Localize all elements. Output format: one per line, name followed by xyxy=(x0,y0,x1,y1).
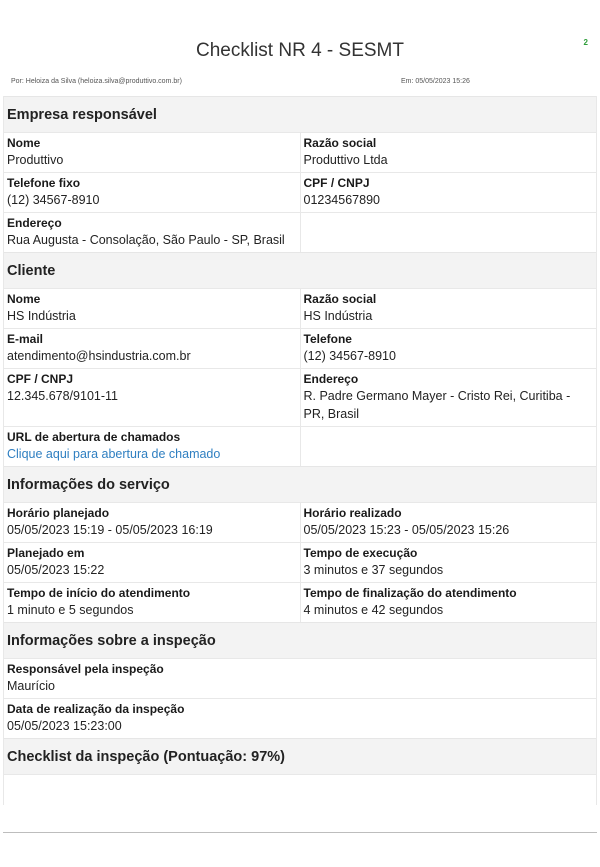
field-data-inspecao xyxy=(4,699,596,738)
field-value: 05/05/2023 15:19 - 05/05/2023 16:19 xyxy=(7,523,213,537)
field-label: Responsável pela inspeção xyxy=(7,662,164,676)
field-label: Tempo de início do atendimento xyxy=(7,586,191,600)
checklist-body xyxy=(4,774,596,805)
field-horario-planejado xyxy=(4,503,300,542)
field-value: (12) 34567-8910 xyxy=(303,349,396,363)
page-number: 2 xyxy=(583,38,588,47)
section-empresa xyxy=(3,96,597,252)
field-planejado-em xyxy=(4,543,300,582)
field-label: Tempo de execução xyxy=(303,546,418,560)
field-tempo-finalizacao xyxy=(300,583,597,622)
section-heading-checklist: Checklist da inspeção (Pontuação: 97%) xyxy=(4,738,596,774)
field-label: E-mail xyxy=(7,332,44,346)
field-value: (12) 34567-8910 xyxy=(7,193,100,207)
field-cliente-endereco xyxy=(300,369,597,426)
field-cliente-cpf xyxy=(4,369,300,426)
field-cliente-nome xyxy=(4,289,300,328)
empty-cell xyxy=(300,213,597,252)
section-heading-inspecao: Informações sobre a inspeção xyxy=(4,622,596,658)
field-value: R. Padre Germano Mayer - Cristo Rei, Curitiba - PR, Brasil xyxy=(303,389,571,421)
section-heading-cliente: Cliente xyxy=(4,252,596,288)
field-label: Tempo de finalização do atendimento xyxy=(303,586,517,600)
ticket-url-link[interactable]: Clique aqui para abertura de chamado xyxy=(7,447,221,461)
field-label: Planejado em xyxy=(7,546,85,560)
field-cliente-razao xyxy=(300,289,597,328)
field-value: 05/05/2023 15:23 - 05/05/2023 15:26 xyxy=(303,523,510,537)
author-line: Por: Heloiza da Silva (heloiza.silva@produttivo.com.br) xyxy=(11,78,182,85)
field-horario-realizado xyxy=(300,503,597,542)
field-row xyxy=(4,426,596,466)
field-row xyxy=(4,502,596,542)
field-value: HS Indústria xyxy=(303,309,373,323)
section-checklist xyxy=(3,738,597,805)
field-label: Nome xyxy=(7,292,41,306)
section-heading-servico: Informações do serviço xyxy=(4,466,596,502)
field-tempo-inicio xyxy=(4,583,300,622)
field-cliente-email xyxy=(4,329,300,368)
field-label: Telefone xyxy=(303,332,352,346)
field-value: HS Indústria xyxy=(7,309,76,323)
field-value: Produttivo Ltda xyxy=(303,153,388,167)
field-value: 01234567890 xyxy=(303,193,380,207)
field-label: Horário planejado xyxy=(7,506,110,520)
section-inspecao xyxy=(3,622,597,738)
field-row xyxy=(4,698,596,738)
field-value: 05/05/2023 15:23:00 xyxy=(7,719,122,733)
field-row xyxy=(4,172,596,212)
field-value: Produttivo xyxy=(7,153,64,167)
field-label: CPF / CNPJ xyxy=(303,176,370,190)
field-value: 4 minutos e 42 segundos xyxy=(303,603,444,617)
field-row xyxy=(4,368,596,426)
date-line: Em: 05/05/2023 15:26 xyxy=(401,78,470,85)
section-servico xyxy=(3,466,597,622)
field-cliente-telefone xyxy=(300,329,597,368)
page-divider xyxy=(3,832,597,833)
field-value: Maurício xyxy=(7,679,55,693)
field-empresa-endereco xyxy=(4,213,300,252)
field-row xyxy=(4,582,596,622)
section-heading-empresa: Empresa responsável xyxy=(4,96,596,132)
field-label: Endereço xyxy=(303,372,359,386)
field-row xyxy=(4,288,596,328)
field-value: 12.345.678/9101-11 xyxy=(7,389,118,403)
field-empresa-telefone xyxy=(4,173,300,212)
document-title: Checklist NR 4 - SESMT xyxy=(196,40,404,61)
field-value: 1 minuto e 5 segundos xyxy=(7,603,134,617)
field-empresa-cpf xyxy=(300,173,597,212)
field-row xyxy=(4,328,596,368)
field-value: Rua Augusta - Consolação, São Paulo - SP, Brasil xyxy=(7,233,285,247)
field-row xyxy=(4,658,596,698)
report-content xyxy=(3,96,597,805)
field-empresa-razao xyxy=(300,133,597,172)
field-empresa-nome xyxy=(4,133,300,172)
field-label: Nome xyxy=(7,136,41,150)
field-label: Telefone fixo xyxy=(7,176,81,190)
field-value: 3 minutos e 37 segundos xyxy=(303,563,444,577)
field-value: 05/05/2023 15:22 xyxy=(7,563,105,577)
field-label: Razão social xyxy=(303,292,377,306)
field-label: URL de abertura de chamados xyxy=(7,430,181,444)
field-label: CPF / CNPJ xyxy=(7,372,74,386)
field-row xyxy=(4,212,596,252)
field-label: Horário realizado xyxy=(303,506,402,520)
field-label: Data de realização da inspeção xyxy=(7,702,185,716)
field-tempo-execucao xyxy=(300,543,597,582)
section-cliente xyxy=(3,252,597,466)
field-label: Razão social xyxy=(303,136,377,150)
empty-cell xyxy=(300,427,597,466)
field-row xyxy=(4,132,596,172)
field-value: atendimento@hsindustria.com.br xyxy=(7,349,191,363)
field-label: Endereço xyxy=(7,216,62,230)
field-responsavel xyxy=(4,659,596,698)
field-cliente-url xyxy=(4,427,300,466)
field-row xyxy=(4,542,596,582)
